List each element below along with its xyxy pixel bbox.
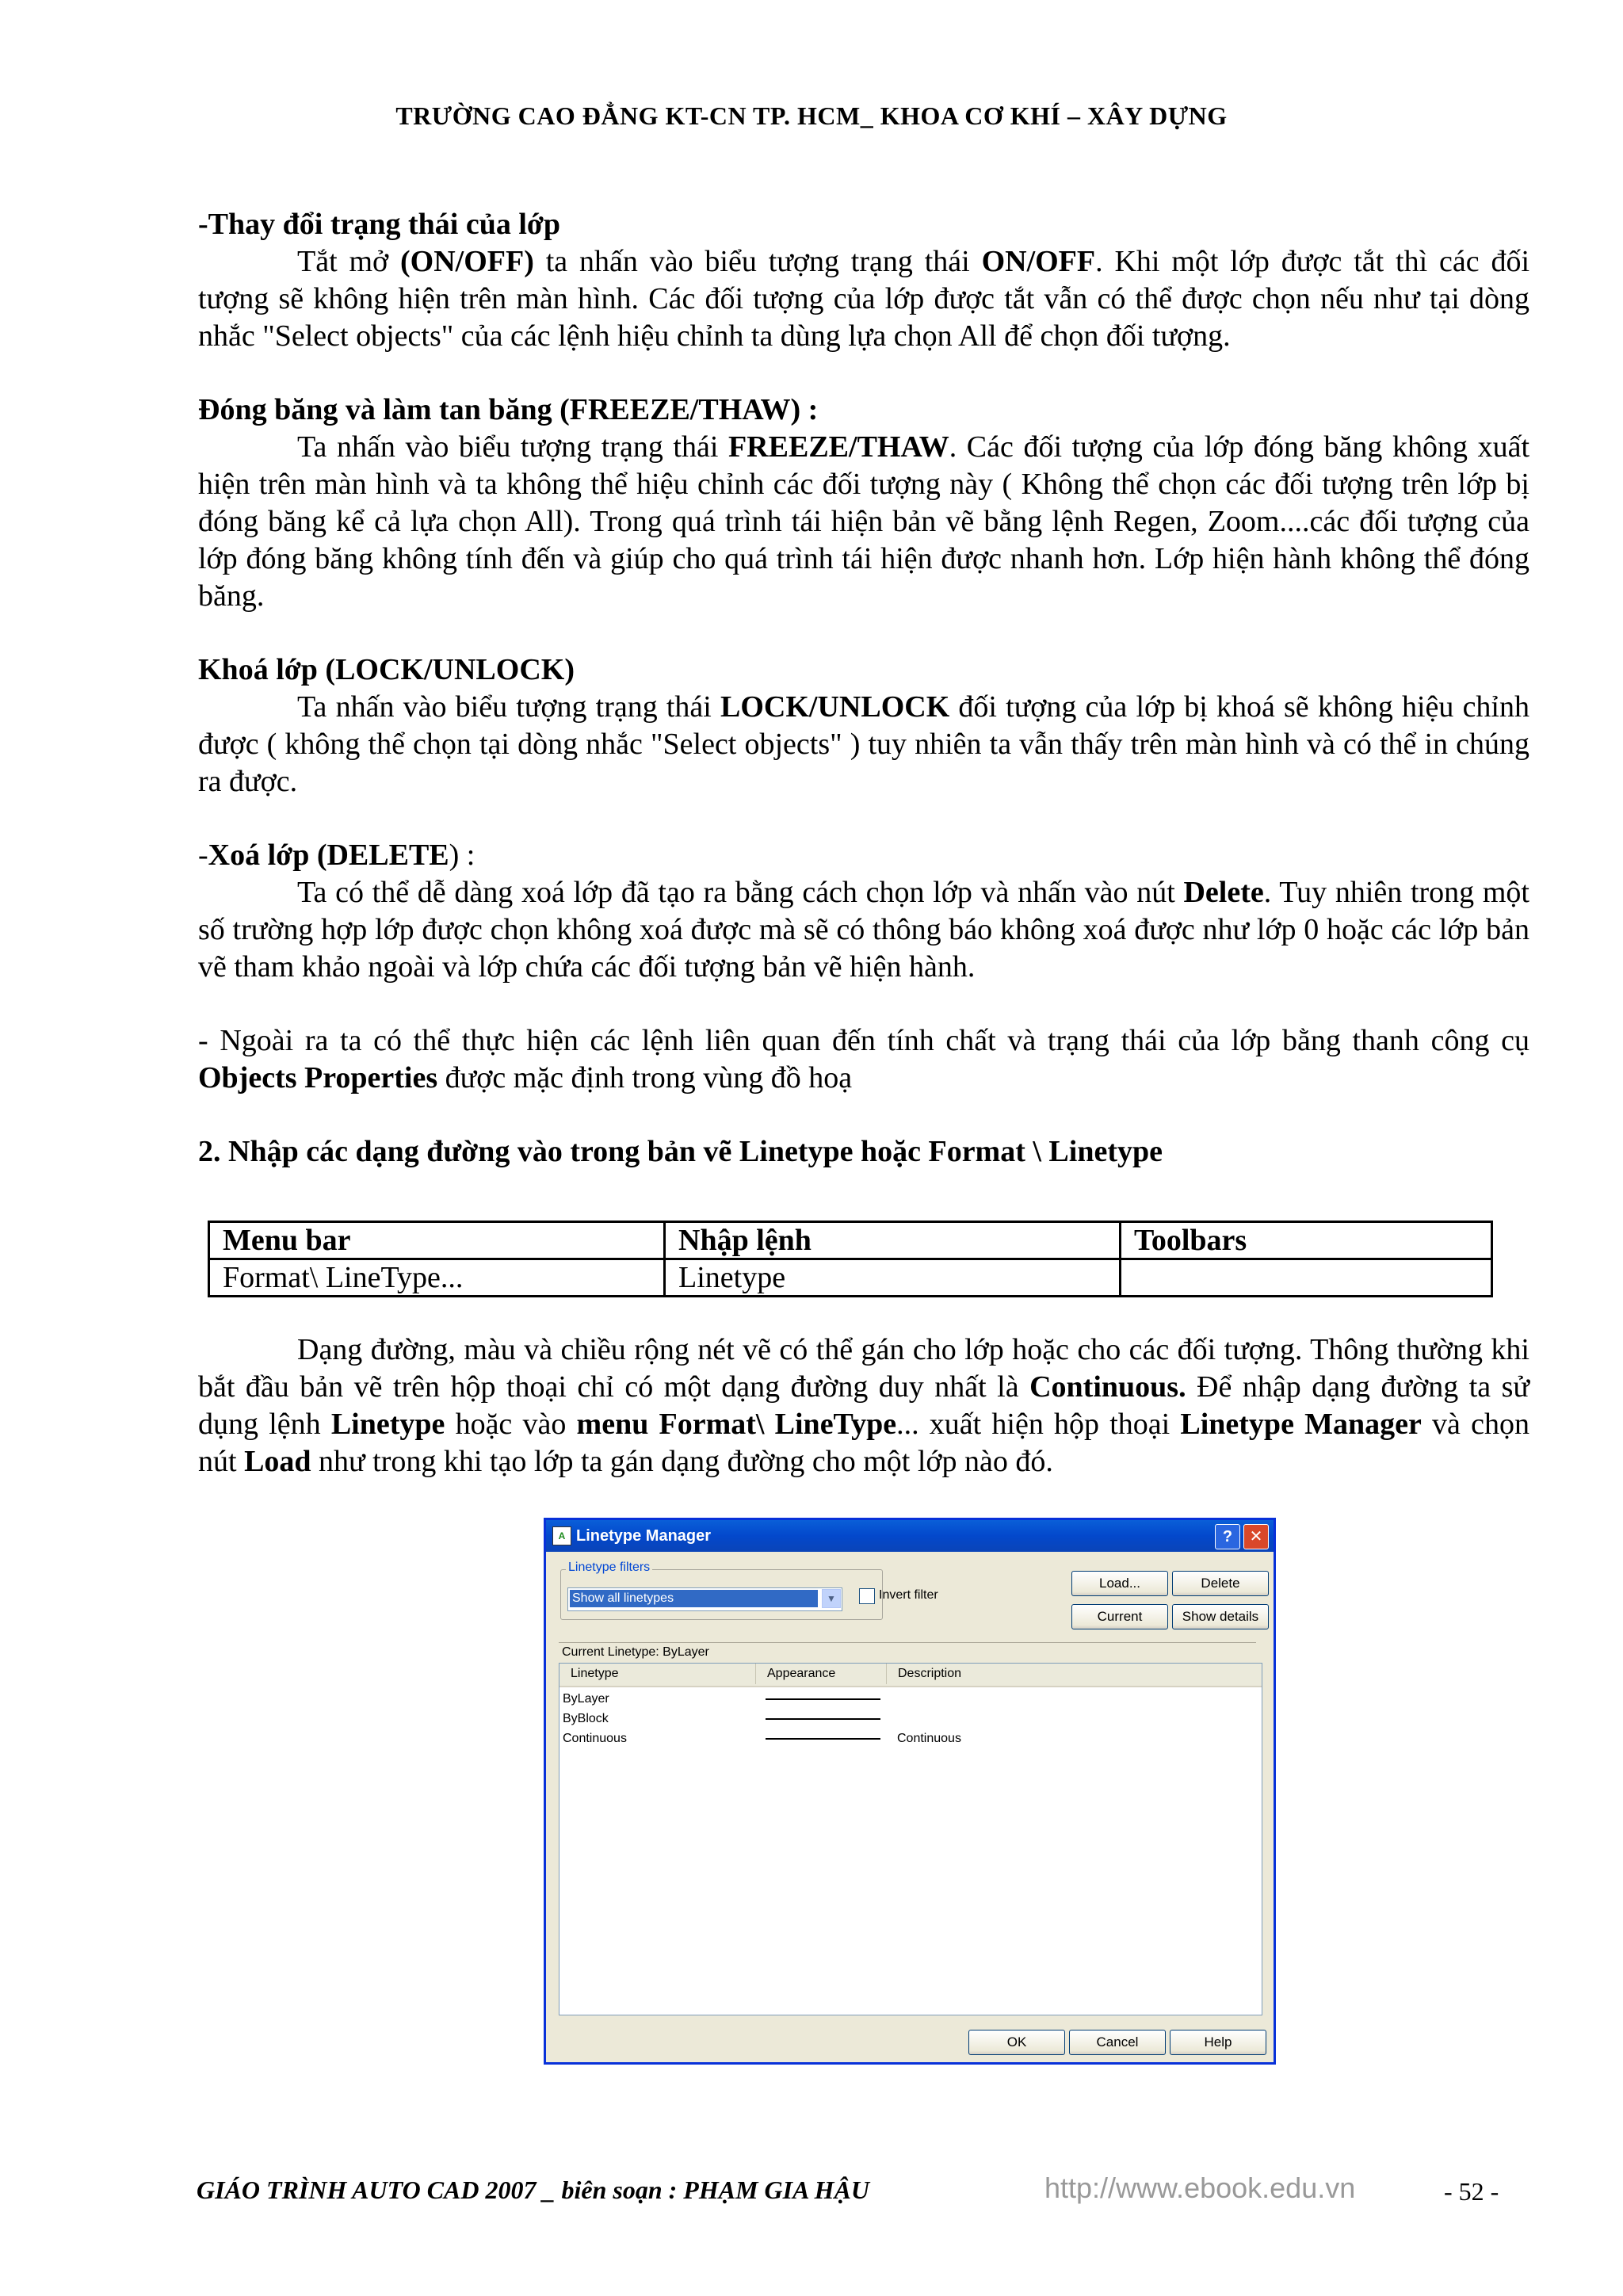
paragraph-lock-unlock — [198, 689, 1529, 800]
section-title-freeze-thaw: Đóng băng và làm tan băng (FREEZE/THAW) : — [198, 393, 819, 426]
list-header — [559, 1664, 1262, 1687]
text: Ta nhấn vào biểu tượng trạng thái — [297, 690, 721, 724]
paragraph-object-properties — [198, 1022, 1529, 1097]
linetype-name: ByBlock — [563, 1712, 609, 1725]
text-bold: FREEZE/THAW — [727, 430, 949, 464]
table-header-menu-bar: Menu bar — [209, 1222, 665, 1259]
text: Dạng đường, màu và chiều rộng nét vẽ có thể gán cho lớp hoặc cho các đối tượng. Thông thường khi bắt đầu bản vẽ trên hộp thoại chỉ có một dạng đường duy nhất là — [198, 1333, 1529, 1404]
ok-button[interactable]: OK — [968, 2030, 1065, 2055]
document-body — [198, 206, 1529, 1171]
text-bold: Load — [244, 1445, 311, 1478]
section-title-linetype: 2. Nhập các dạng đường vào trong bản vẽ Linetype hoặc Format \ Linetype — [198, 1135, 1163, 1168]
table-header-row — [209, 1222, 1492, 1259]
paragraph-freeze-thaw — [198, 429, 1529, 615]
section-title-lock-unlock: Khoá lớp (LOCK/UNLOCK) — [198, 653, 575, 686]
text: ) : — [449, 839, 475, 872]
paragraph-linetype-intro — [198, 1331, 1529, 1480]
linetype-appearance — [766, 1698, 880, 1700]
show-details-button[interactable]: Show details — [1172, 1604, 1269, 1629]
text: Ta có thể dễ dàng xoá lớp đã tạo ra bằng cách chọn lớp và nhấn vào nút — [297, 876, 1184, 909]
text-bold: ON/OFF — [981, 245, 1096, 278]
current-button[interactable]: Current — [1071, 1604, 1168, 1629]
paragraph-linetype — [198, 1331, 1529, 1480]
table-header-toolbars: Toolbars — [1121, 1222, 1492, 1259]
linetype-appearance — [766, 1738, 880, 1740]
help-button[interactable]: Help — [1170, 2030, 1266, 2055]
invert-filter-checkbox[interactable] — [859, 1588, 875, 1604]
load-button[interactable]: Load... — [1071, 1571, 1168, 1596]
page-number: - 52 - — [1444, 2177, 1499, 2206]
text: Tắt mở — [297, 245, 400, 278]
text: đối tượng của lớp bị khoá sẽ không hiệu chỉnh được ( không thể chọn tại dòng nhắc "Select objects" ) tuy nhiên ta vẫn thấy trên màn hình và có thể in chúng ra được. — [198, 690, 1529, 798]
current-linetype-label: Current Linetype: ByLayer — [559, 1642, 1256, 1661]
text-bold: Xoá lớp (DELETE — [208, 839, 449, 872]
help-icon[interactable]: ? — [1215, 1524, 1240, 1549]
text-bold: Linetype Manager — [1180, 1408, 1422, 1441]
text: - — [198, 839, 208, 872]
column-header-description[interactable]: Description — [898, 1667, 962, 1680]
page-footer-title: GIÁO TRÌNH AUTO CAD 2007 _ biên soạn : PHẠM GIA HẬU — [197, 2176, 870, 2204]
text-bold: LOCK/UNLOCK — [720, 690, 950, 724]
cancel-button[interactable]: Cancel — [1069, 2030, 1166, 2055]
text: . Tuy nhiên trong một số trường hợp lớp được chọn không xoá được mà sẽ có thông báo không xoá được như lớp 0 hoặc các lớp bản vẽ tham khảo ngoài và lớp chứa các đối tượng bản vẽ hiện hành. — [198, 876, 1529, 984]
linetype-name: ByLayer — [563, 1692, 609, 1706]
text: Để nhập dạng đường ta sử dụng lệnh — [198, 1370, 1529, 1441]
close-icon[interactable]: ✕ — [1243, 1524, 1269, 1549]
text: . Các đối tượng của lớp đóng băng không xuất hiện trên màn hình và ta không thể hiệu chỉnh các đối tượng này ( Không thể chọn các đối tượng trên lớp bị đóng băng kể cả lựa chọn All). Trong quá trình tái hiện bản vẽ bằng lệnh Regen, Zoom....các đối tượng của lớp đóng băng không tính đến và giúp cho quá trình tái hiện được nhanh hơn. Lớp hiện hành không thể đóng băng. — [198, 430, 1529, 613]
column-header-linetype[interactable]: Linetype — [559, 1664, 756, 1684]
chevron-down-icon[interactable]: ▼ — [822, 1589, 841, 1608]
linetype-manager-dialog — [544, 1518, 1276, 2065]
text-bold: menu Format\ LineType — [576, 1408, 897, 1441]
paragraph-on-off — [198, 243, 1529, 355]
footer-url: http://www.ebook.edu.vn — [1044, 2172, 1356, 2204]
dialog-titlebar[interactable] — [546, 1520, 1274, 1552]
app-icon: A — [552, 1526, 571, 1545]
linetype-filter-select[interactable] — [567, 1587, 842, 1611]
linetype-name: Continuous — [563, 1732, 627, 1745]
text: như trong khi tạo lớp ta gán dạng đường cho một lớp nào đó. — [311, 1445, 1053, 1478]
linetype-appearance — [766, 1718, 880, 1720]
text: hoặc vào — [445, 1408, 577, 1441]
linetype-filter-value: Show all linetypes — [570, 1590, 818, 1607]
text-bold: Delete — [1183, 876, 1264, 909]
text-bold: Linetype — [330, 1408, 445, 1441]
linetype-description: Continuous — [897, 1732, 961, 1745]
text-bold: Objects Properties — [198, 1061, 438, 1095]
text: được mặc định trong vùng đồ hoạ — [437, 1061, 853, 1095]
text: . Khi một lớp được tắt thì các đối tượng sẽ không hiện trên màn hình. Các đối tượng của lớp được tắt vẫn có thể được chọn nếu như tại dòng nhắc "Select objects" của các lệnh hiệu chỉnh ta dùng lựa chọn All để chọn đối tượng. — [198, 245, 1529, 353]
section-title-layer-state: -Thay đổi trạng thái của lớp — [198, 208, 561, 241]
table-header-command: Nhập lệnh — [665, 1222, 1121, 1259]
table-cell-command: Linetype — [665, 1259, 1121, 1297]
column-header-appearance[interactable]: Appearance — [756, 1664, 887, 1684]
text: Ta nhấn vào biểu tượng trạng thái — [297, 430, 728, 464]
list-item[interactable] — [559, 1709, 1260, 1729]
delete-button[interactable]: Delete — [1172, 1571, 1269, 1596]
table-cell-toolbars — [1121, 1259, 1492, 1297]
invert-filter-label: Invert filter — [879, 1588, 938, 1602]
linetype-filters-group — [560, 1561, 883, 1620]
list-item[interactable] — [559, 1689, 1260, 1709]
command-table — [208, 1221, 1493, 1297]
text-bold: Continuous. — [1029, 1370, 1186, 1404]
linetype-filters-label: Linetype filters — [566, 1561, 652, 1575]
text: - Ngoài ra ta có thể thực hiện các lệnh liên quan đến tính chất và trạng thái của lớp bằng thanh công cụ — [198, 1024, 1529, 1057]
linetype-list[interactable] — [559, 1663, 1262, 2015]
text: ... xuất hiện hộp thoại — [896, 1408, 1181, 1441]
text: và chọn nút — [198, 1408, 1529, 1478]
text-bold: (ON/OFF) — [400, 245, 534, 278]
table-cell-menu-bar: Format\ LineType... — [209, 1259, 665, 1297]
table-row — [209, 1259, 1492, 1297]
dialog-title: Linetype Manager — [576, 1527, 712, 1545]
page-header: TRƯỜNG CAO ĐẲNG KT-CN TP. HCM_ KHOA CƠ KHÍ – XÂY DỰNG — [395, 101, 1228, 130]
paragraph-delete — [198, 874, 1529, 986]
list-item[interactable] — [559, 1729, 1260, 1748]
text: ta nhấn vào biểu tượng trạng thái — [533, 245, 982, 278]
section-title-delete — [198, 837, 1529, 874]
